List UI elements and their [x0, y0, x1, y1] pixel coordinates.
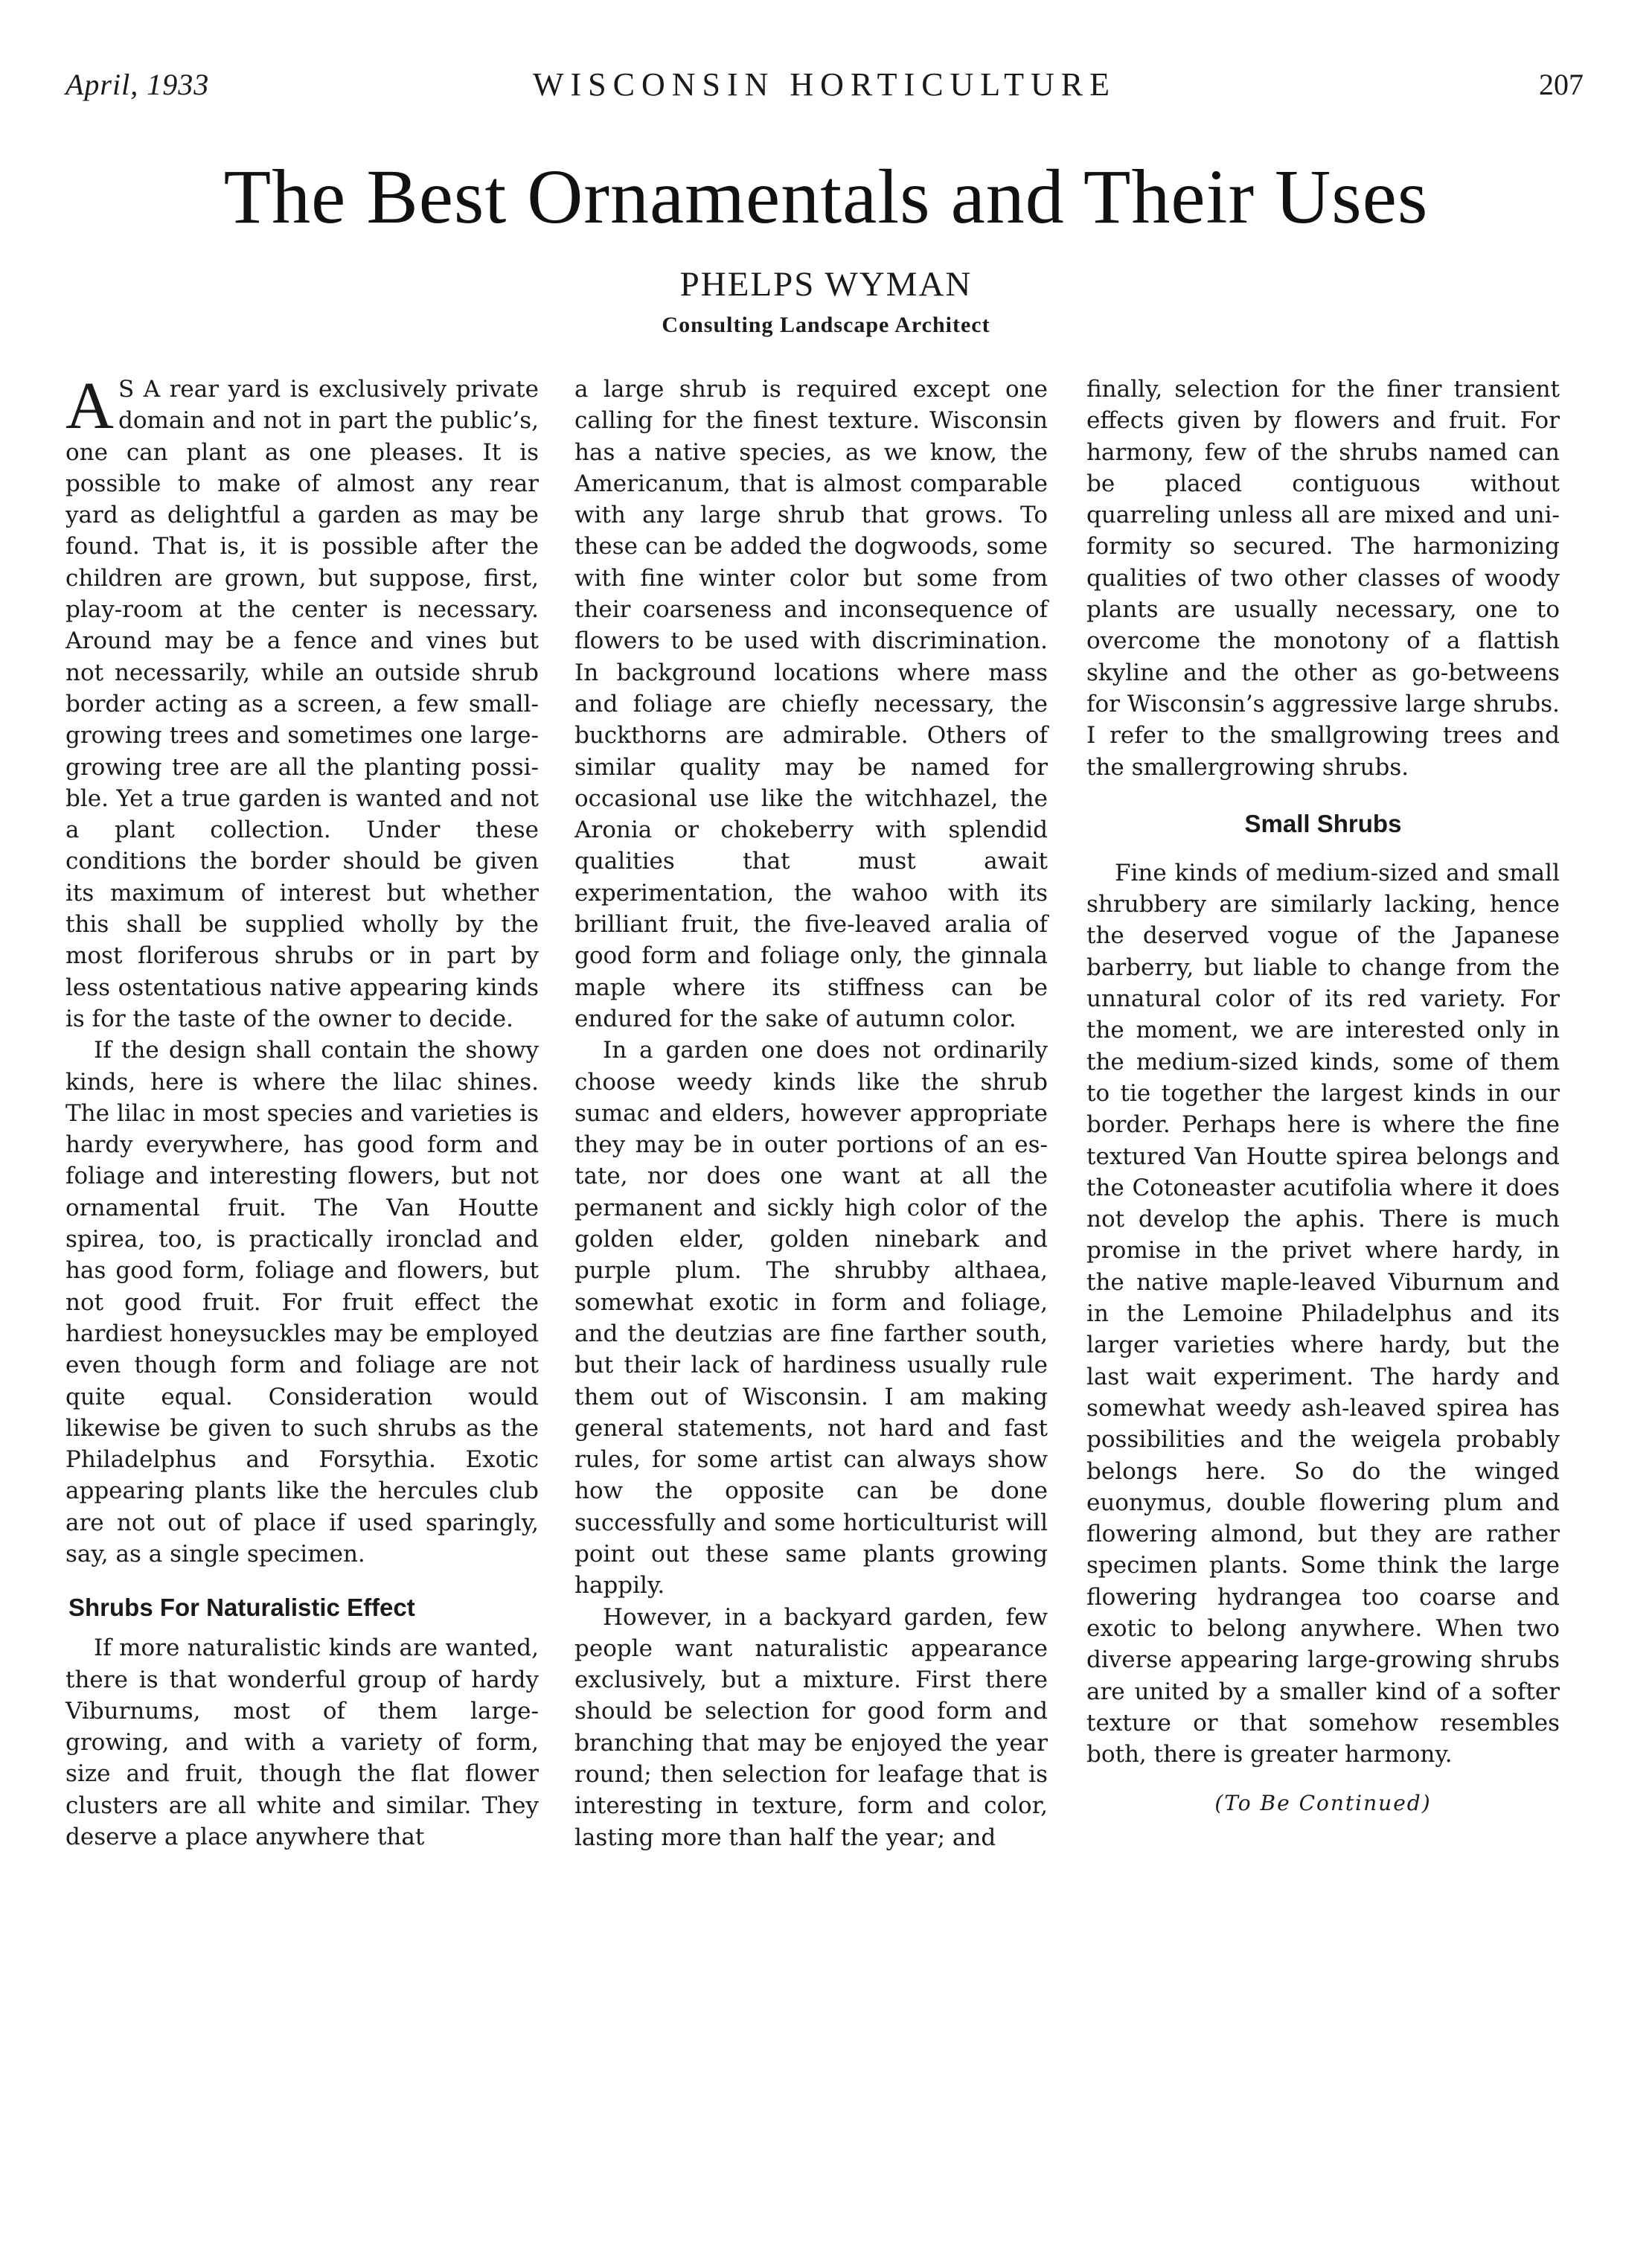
article-title: The Best Ornamentals and Their Uses: [223, 154, 1429, 240]
section-heading: Shrubs For Naturalistic Effect: [68, 1594, 415, 1622]
author-affiliation: Consulting Landscape Architect: [662, 313, 990, 337]
paragraph: In a garden one does not ordinarily choose weedy kinds like the shrub sumac and elders, however appropriate they may be in outer portions of an estate, nor does one want at all the permanent and sickly high color of the golden elder, golden ninebark and purple plum. The shrubby althaea, somewhat exotic in form and foliage, and the deutzias are fine farther south, but their lack of hardiness usually rule them out of Wisconsin. I am making general statements, not hard and fast rules, for some artist can always show how the opposite can be done successfully and some horticulturist will point out these same plants growing happily.: [574, 1037, 1048, 1600]
paragraph: If the design shall contain the showy kinds, here is where the lilac shines. The lilac in most species and varieties is hardy everywhere, has good form and foliage and interesting flowers, but not ornamental fruit. The Van Houtte spirea, too, is practically ironclad and has good form, foliage and flowers, but not good fruit. For fruit effect the hardiest honeysuckles may be employed even though form and foliage are not quite equal. Consideration would likewise be given to such shrubs as the Philadelphus and Forsythia. Exotic appearing plants like the hercules club are not out of place if used sparingly, say, as a single specimen.: [65, 1037, 539, 1568]
paragraph: [65, 369, 539, 1035]
section-heading: Small Shrubs: [1244, 809, 1402, 837]
paragraph: If more naturalistic kinds are wanted, there is that wonderful group of hardy Viburnums, most of them large-growing, and with a variety of form, size and fruit, though the flat flower clusters are all white and similar. They deserve a place anywhere that: [65, 1635, 539, 1851]
column-3: [1086, 374, 1560, 1820]
column-1: [65, 369, 539, 1853]
paragraph: Fine kinds of medium-sized and small shrubbery are similarly lacking, hence the deserved vogue of the Japanese barberry, but liable to change from the unnatural color of its red variety. For the moment, we are interested only in the medium-sized kinds, some of them to tie together the largest kinds in our border. Perhaps here is where the fine textured Van Houtte spirea belongs and the Cotoneaster acutifolia where it does not develop the aphis. There is much promise in the privet where hardy, in the native maple-leaved Viburnum and in the Lemoine Philadelphus and its larger varieties where hardy, but the last wait experiment. The hardy and somewhat weedy ash-leaved spirea has possibilities and the weigela probably belongs here. So do the winged euonymus, double flowering plum and flowering almond, but they are rather specimen plants. Some think the large flowering hydrangea too coarse and exotic to belong anywhere. When two diverse appearing large-growing shrubs are united by a smaller kind of a softer texture or that somehow resembles both, there is greater harmony.: [1086, 859, 1560, 1768]
paragraph: However, in a backyard garden, few people want naturalistic appearance exclusively, but a mixture. First there should be selection for good form and branching that may be enjoyed the year round; then selection for leafage that is interesting in texture, form and color, lasting more than half the year; and: [574, 1603, 1048, 1851]
paragraph: a large shrub is required except one calling for the finest texture. Wisconsin has a native species, as we know, the Americanum, that is almost comparable with any large shrub that grows. To these can be added the dogwoods, some with fine winter color but some from their coarseness and inconsequence of flowers to be used with discrimination. In background locations where mass and foliage are chiefly necessary, the buckthorns are admirable. Others of similar quality may be named for occasional use like the witchhazel, the Aronia or chokeberry with splendid qualities that must await experimentation, the wahoo with its brilliant fruit, the five-leaved aralia of good form and foliage only, the ginnala maple where its stiffness can be endured for the sake of autumn color.: [574, 376, 1048, 1032]
author-name: PHELPS WYMAN: [679, 265, 973, 304]
column-2: [574, 374, 1048, 1853]
page-number: 207: [1539, 68, 1584, 101]
paragraph-text: S A rear yard is exclusively private domain and not in part the public’s, one can plant as one pleases. It is possible to make of almost any rear yard as delightful a garden as may be found. That is, it is possible after the children are grown, but suppose, first, play-room at the center is necessary. Around may be a fence and vines but not necessarily, while an outside shrub border acting as a screen, a few small-growing trees and sometimes one large-growing tree are all the planting possible. Yet a true garden is wanted and not a plant collection. Under these conditions the border should be given its maximum of interest but whether this shall be supplied wholly by the most floriferous shrubs or in part by less ostentatious native appearing kinds is for the taste of the owner to decide.: [65, 376, 539, 1032]
running-head: [65, 61, 1584, 113]
continued-note: (To Be Continued): [1214, 1791, 1432, 1816]
issue-date: April, 1933: [65, 68, 210, 101]
journal-name: WISCONSIN HORTICULTURE: [532, 66, 1117, 103]
paragraph: finally, selection for the finer transient effects given by flowers and fruit. For harmony, few of the shrubs named can be placed contiguous without quarreling unless all are mixed and uniformity so secured. The harmonizing qualities of two other classes of woody plants are usually necessary, one to overcome the monotony of a flattish skyline and the other as go-betweens for Wisconsin’s aggressive large shrubs. I refer to the smallgrowing trees and the smallergrowing shrubs.: [1086, 376, 1560, 781]
drop-cap: A: [65, 369, 114, 443]
